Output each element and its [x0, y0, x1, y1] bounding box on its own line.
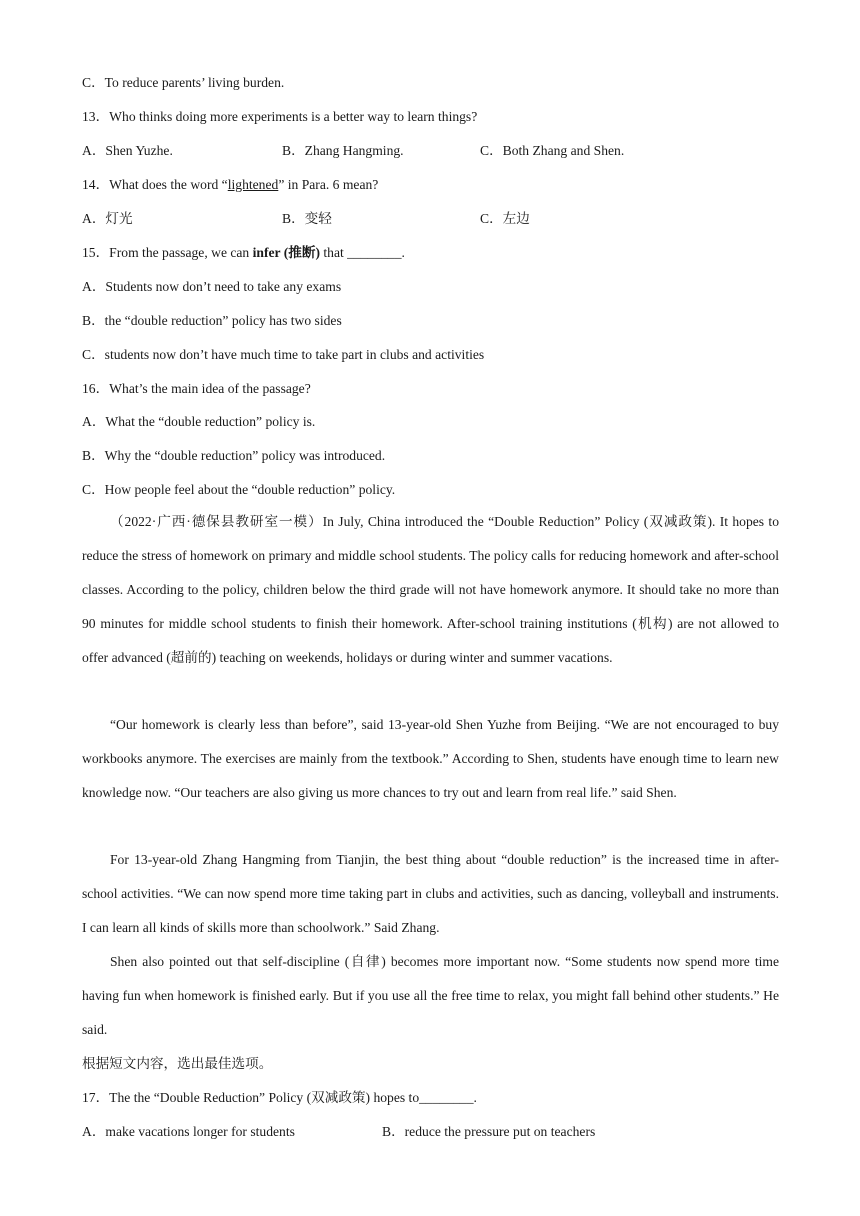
q17-stem: 17．The the “Double Reduction” Policy (双减政策) hopes to________. — [82, 1090, 477, 1105]
q13-option-b: B．Zhang Hangming. — [282, 143, 404, 158]
q14-stem: 14．What does the word “lightened” in Para. 6 mean? — [82, 177, 379, 192]
q16-option-c: C．How people feel about the “double reduction” policy. — [82, 482, 396, 497]
q13-option-a: A．Shen Yuzhe. — [82, 143, 173, 158]
instruction: 根据短文内容，选出最佳选项。 — [82, 1056, 273, 1071]
passage-paragraph-1: （2022·广西·德保县教研室一模）In July, China introduced the “Double Reduction” Policy (双减政策). It hopes to reduce the stress of homework on primary and middle school students. The policy calls for reducing homework and after-school classes. According to the policy, children below the third grade will not have homework anymore. It should take no more than 90 minutes for middle school students to finish their homework. After-school training institutions (机构) are not allowed to offer advanced (超前的) teaching on weekends, holidays or during winter and summer vacations. — [82, 514, 779, 665]
q17-option-b: B．reduce the pressure put on teachers — [382, 1124, 596, 1139]
q16-option-a: A．What the “double reduction” policy is. — [82, 414, 316, 429]
passage-paragraph-4: Shen also pointed out that self-discipline (自律) becomes more important now. “Some students now spend more time having fun when homework is finished early. But if you use all the free time to relax, you might fall behind other students.” He said. — [82, 954, 779, 1037]
q16-option-b: B．Why the “double reduction” policy was introduced. — [82, 448, 386, 463]
q14-option-b: B．变轻 — [282, 211, 332, 226]
q14-option-a: A．灯光 — [82, 211, 133, 226]
q15-option-c: C．students now don’t have much time to take part in clubs and activities — [82, 347, 485, 362]
q15-option-b: B．the “double reduction” policy has two sides — [82, 313, 342, 328]
q13-stem: 13．Who thinks doing more experiments is a better way to learn things? — [82, 109, 478, 124]
q15-option-a: A．Students now don’t need to take any exams — [82, 279, 342, 294]
q17-option-a: A．make vacations longer for students — [82, 1124, 295, 1139]
passage-paragraph-2: “Our homework is clearly less than before”, said 13-year-old Shen Yuzhe from Beijing. “We are not encouraged to buy workbooks anymore. The exercises are mainly from the textbook.” According to Shen, students have enough time to learn new knowledge now. “Our teachers are also giving us more chances to try out and learn from real life.” said Shen. — [82, 717, 779, 800]
q14-option-c: C．左边 — [480, 211, 530, 226]
passage-paragraph-3: For 13-year-old Zhang Hangming from Tianjin, the best thing about “double reduction” is the increased time in after-school activities. “We can now spend more time taking part in clubs and activities, such as dancing, volleyball and instruments. I can learn all kinds of skills more than schoolwork.” Said Zhang. — [82, 852, 779, 935]
q15-stem: 15．From the passage, we can infer (推断) that ________. — [82, 245, 405, 260]
bold-term: infer (推断) — [252, 245, 320, 260]
underlined-word: lightened — [227, 177, 279, 192]
q13-option-c: C．Both Zhang and Shen. — [480, 143, 625, 158]
q12-option-c: C．To reduce parents’ living burden. — [82, 75, 285, 90]
q16-stem: 16．What’s the main idea of the passage? — [82, 381, 311, 396]
